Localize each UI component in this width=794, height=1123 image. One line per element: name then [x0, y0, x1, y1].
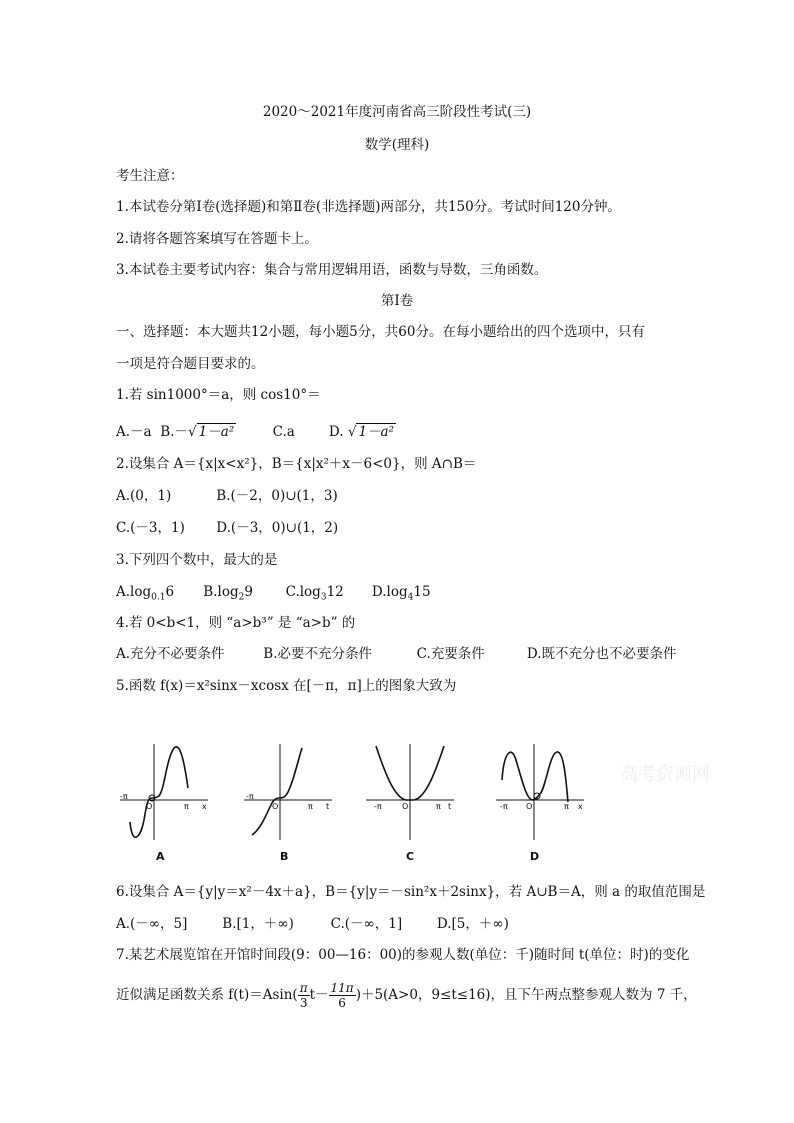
q7-fraction-1: [298, 981, 310, 1010]
q4-option-c: C.充要条件: [416, 646, 485, 662]
q2-stem: 2.设集合 A＝{x|x<x²}，B＝{x|x²＋x－6<0}，则 A∩B＝: [116, 456, 477, 472]
q4-stem: 4.若 0<b<1，则 “a>b³” 是 “a>b” 的: [116, 615, 356, 631]
part1-title: 第Ⅰ卷: [380, 293, 414, 309]
graph-b-origin: O: [272, 802, 279, 811]
q3-stem: 3.下列四个数中，最大的是: [116, 552, 278, 568]
q5-graph-d: [494, 740, 586, 863]
q4-option-b: B.必要不充分条件: [263, 646, 373, 662]
notice-item-3: 3.本试卷主要考试内容：集合与常用逻辑用语，函数与导数，三角函数。: [116, 262, 548, 278]
q1-option-d: [329, 423, 396, 441]
graph-b-axis-label: t: [326, 802, 330, 811]
q7-frac1-den: 3: [299, 996, 308, 1010]
graph-c-label: C: [406, 850, 415, 863]
q6-option-a: A.(－∞，5]: [116, 916, 188, 932]
graph-b-neg-label: -π: [246, 792, 254, 801]
q3-option-a-base: 0.1: [151, 592, 166, 603]
q4-option-d: D.既不充分也不必要条件: [526, 646, 677, 662]
graph-a-origin: O: [146, 802, 153, 811]
q1-option-b-radicand: 1－a²: [198, 424, 235, 440]
q2-options-row2: [116, 519, 338, 537]
q3-option-c: [286, 583, 368, 607]
q4-options: [116, 645, 677, 663]
q2-option-c: C.(－3，1): [116, 520, 185, 536]
part1-instructions-cont: 一项是符合题目要求的。: [116, 356, 265, 372]
graph-d-pos-label: π: [564, 802, 569, 811]
notice-item-2: 2.请将各题答案填写在答题卡上。: [116, 231, 318, 247]
q1-option-d-prefix: D.: [328, 424, 348, 440]
graph-a-label: A: [156, 850, 165, 863]
q5-graph-a: [118, 740, 210, 863]
q3-option-c-log: C.log: [285, 584, 321, 600]
q2-options-row1: [116, 487, 338, 505]
q7-fraction-2: [329, 981, 356, 1010]
q6-options: [116, 915, 509, 933]
q6-option-b: B.[1，＋∞): [222, 916, 294, 932]
q7-frac2-num: 11π: [330, 981, 354, 995]
graph-d-neg-label: -π: [500, 802, 508, 811]
q3-options: [116, 583, 431, 607]
q3-option-d-arg: 15: [413, 584, 431, 600]
q3-option-b: [203, 583, 281, 607]
notice-item-1: 1.本试卷分第Ⅰ卷(选择题)和第Ⅱ卷(非选择题)两部分，共150分。考试时间120分钟。: [116, 199, 621, 215]
q5-graph-b: [242, 740, 334, 863]
q1-option-d-radicand: 1－a²: [358, 424, 394, 440]
q1-option-b: [160, 423, 268, 441]
q7-line2: [116, 978, 697, 1012]
q7-text-c: )＋5(A>0，9≤t≤16)，且下午两点整参观人数为 7 千，: [355, 987, 697, 1003]
graph-a-axis-label: x: [202, 802, 207, 811]
q3-option-b-base: 2: [238, 592, 245, 603]
q5-stem: 5.函数 f(x)＝x²sinx－xcosx 在[－π，π]上的图象大致为: [116, 678, 457, 694]
graph-b-curve: [252, 748, 302, 835]
graph-d-axis-label: x: [578, 802, 583, 811]
q2-option-a: A.(0，1): [116, 488, 172, 504]
q1-options: [116, 423, 396, 441]
graph-c-pos-label: π: [436, 802, 441, 811]
q3-option-a: [116, 583, 199, 607]
q6-option-c: C.(－∞，1]: [330, 916, 403, 932]
q1-option-a: A.－a: [116, 424, 152, 440]
q3-option-a-log: A.log: [116, 584, 152, 600]
graph-a-pos-label: π: [184, 802, 189, 811]
graph-c-axis-label: t: [448, 802, 452, 811]
q5-graph-c: [364, 740, 456, 863]
q7-text-a: 近似满足函数关系 f(t)＝Asin(: [116, 987, 298, 1003]
q7-frac2-den: 6: [338, 996, 346, 1010]
q2-option-d: D.(－3，0)∪(1，2): [216, 520, 339, 536]
graph-d-label: D: [530, 850, 540, 863]
graph-b-pos-label: π: [308, 802, 313, 811]
q3-option-c-base: 3: [320, 592, 327, 603]
graph-a-neg-label: -π: [120, 792, 128, 801]
sqrt-symbol: √: [188, 424, 197, 440]
q7-text-b: t－: [309, 987, 329, 1003]
exam-title: 2020～2021年度河南省高三阶段性考试(三): [262, 104, 532, 120]
q3-option-d-base: 4: [407, 592, 414, 603]
graph-c-origin: O: [402, 802, 409, 811]
watermark: 高考资源网: [620, 764, 710, 785]
graph-c-neg-label: -π: [374, 802, 382, 811]
q1-option-c: C.a: [272, 424, 295, 440]
q7-line1: 7.某艺术展览馆在开馆时间段(9：00—16：00)的参观人数(单位：千)随时间 t(单位：时)的变化: [116, 947, 690, 963]
q4-option-a: A.充分不必要条件: [116, 646, 225, 662]
q6-option-d: D.[5，＋∞): [436, 916, 509, 932]
q2-option-b: B.(－2，0)∪(1，3): [216, 488, 338, 504]
q3-option-d: [372, 583, 431, 607]
graph-a-curve: [130, 747, 188, 837]
sqrt-symbol: √: [347, 424, 357, 440]
q3-option-c-arg: 12: [326, 584, 344, 600]
q3-option-b-log: B.log: [203, 584, 239, 600]
q1-stem: 1.若 sin1000°＝a，则 cos10°＝: [116, 387, 321, 403]
part1-instructions: 一、选择题：本大题共12小题，每小题5分，共60分。在每小题给出的四个选项中，只有: [116, 324, 645, 340]
exam-subject: 数学(理科): [364, 137, 430, 153]
q1-option-b-prefix: B.－: [160, 424, 189, 440]
graph-b-label: B: [280, 850, 289, 863]
notice-heading: 考生注意：: [116, 168, 184, 184]
q3-option-b-arg: 9: [244, 584, 253, 600]
graph-d-origin: O: [526, 802, 533, 811]
q7-frac1-num: π: [299, 981, 308, 995]
q3-option-a-arg: 6: [165, 584, 175, 600]
q3-option-d-log: D.log: [371, 584, 408, 600]
q6-stem: 6.设集合 A＝{y|y＝x²－4x＋a}，B＝{y|y＝－sin²x＋2sinx}，若 A∪B＝A，则 a 的取值范围是: [116, 884, 706, 900]
